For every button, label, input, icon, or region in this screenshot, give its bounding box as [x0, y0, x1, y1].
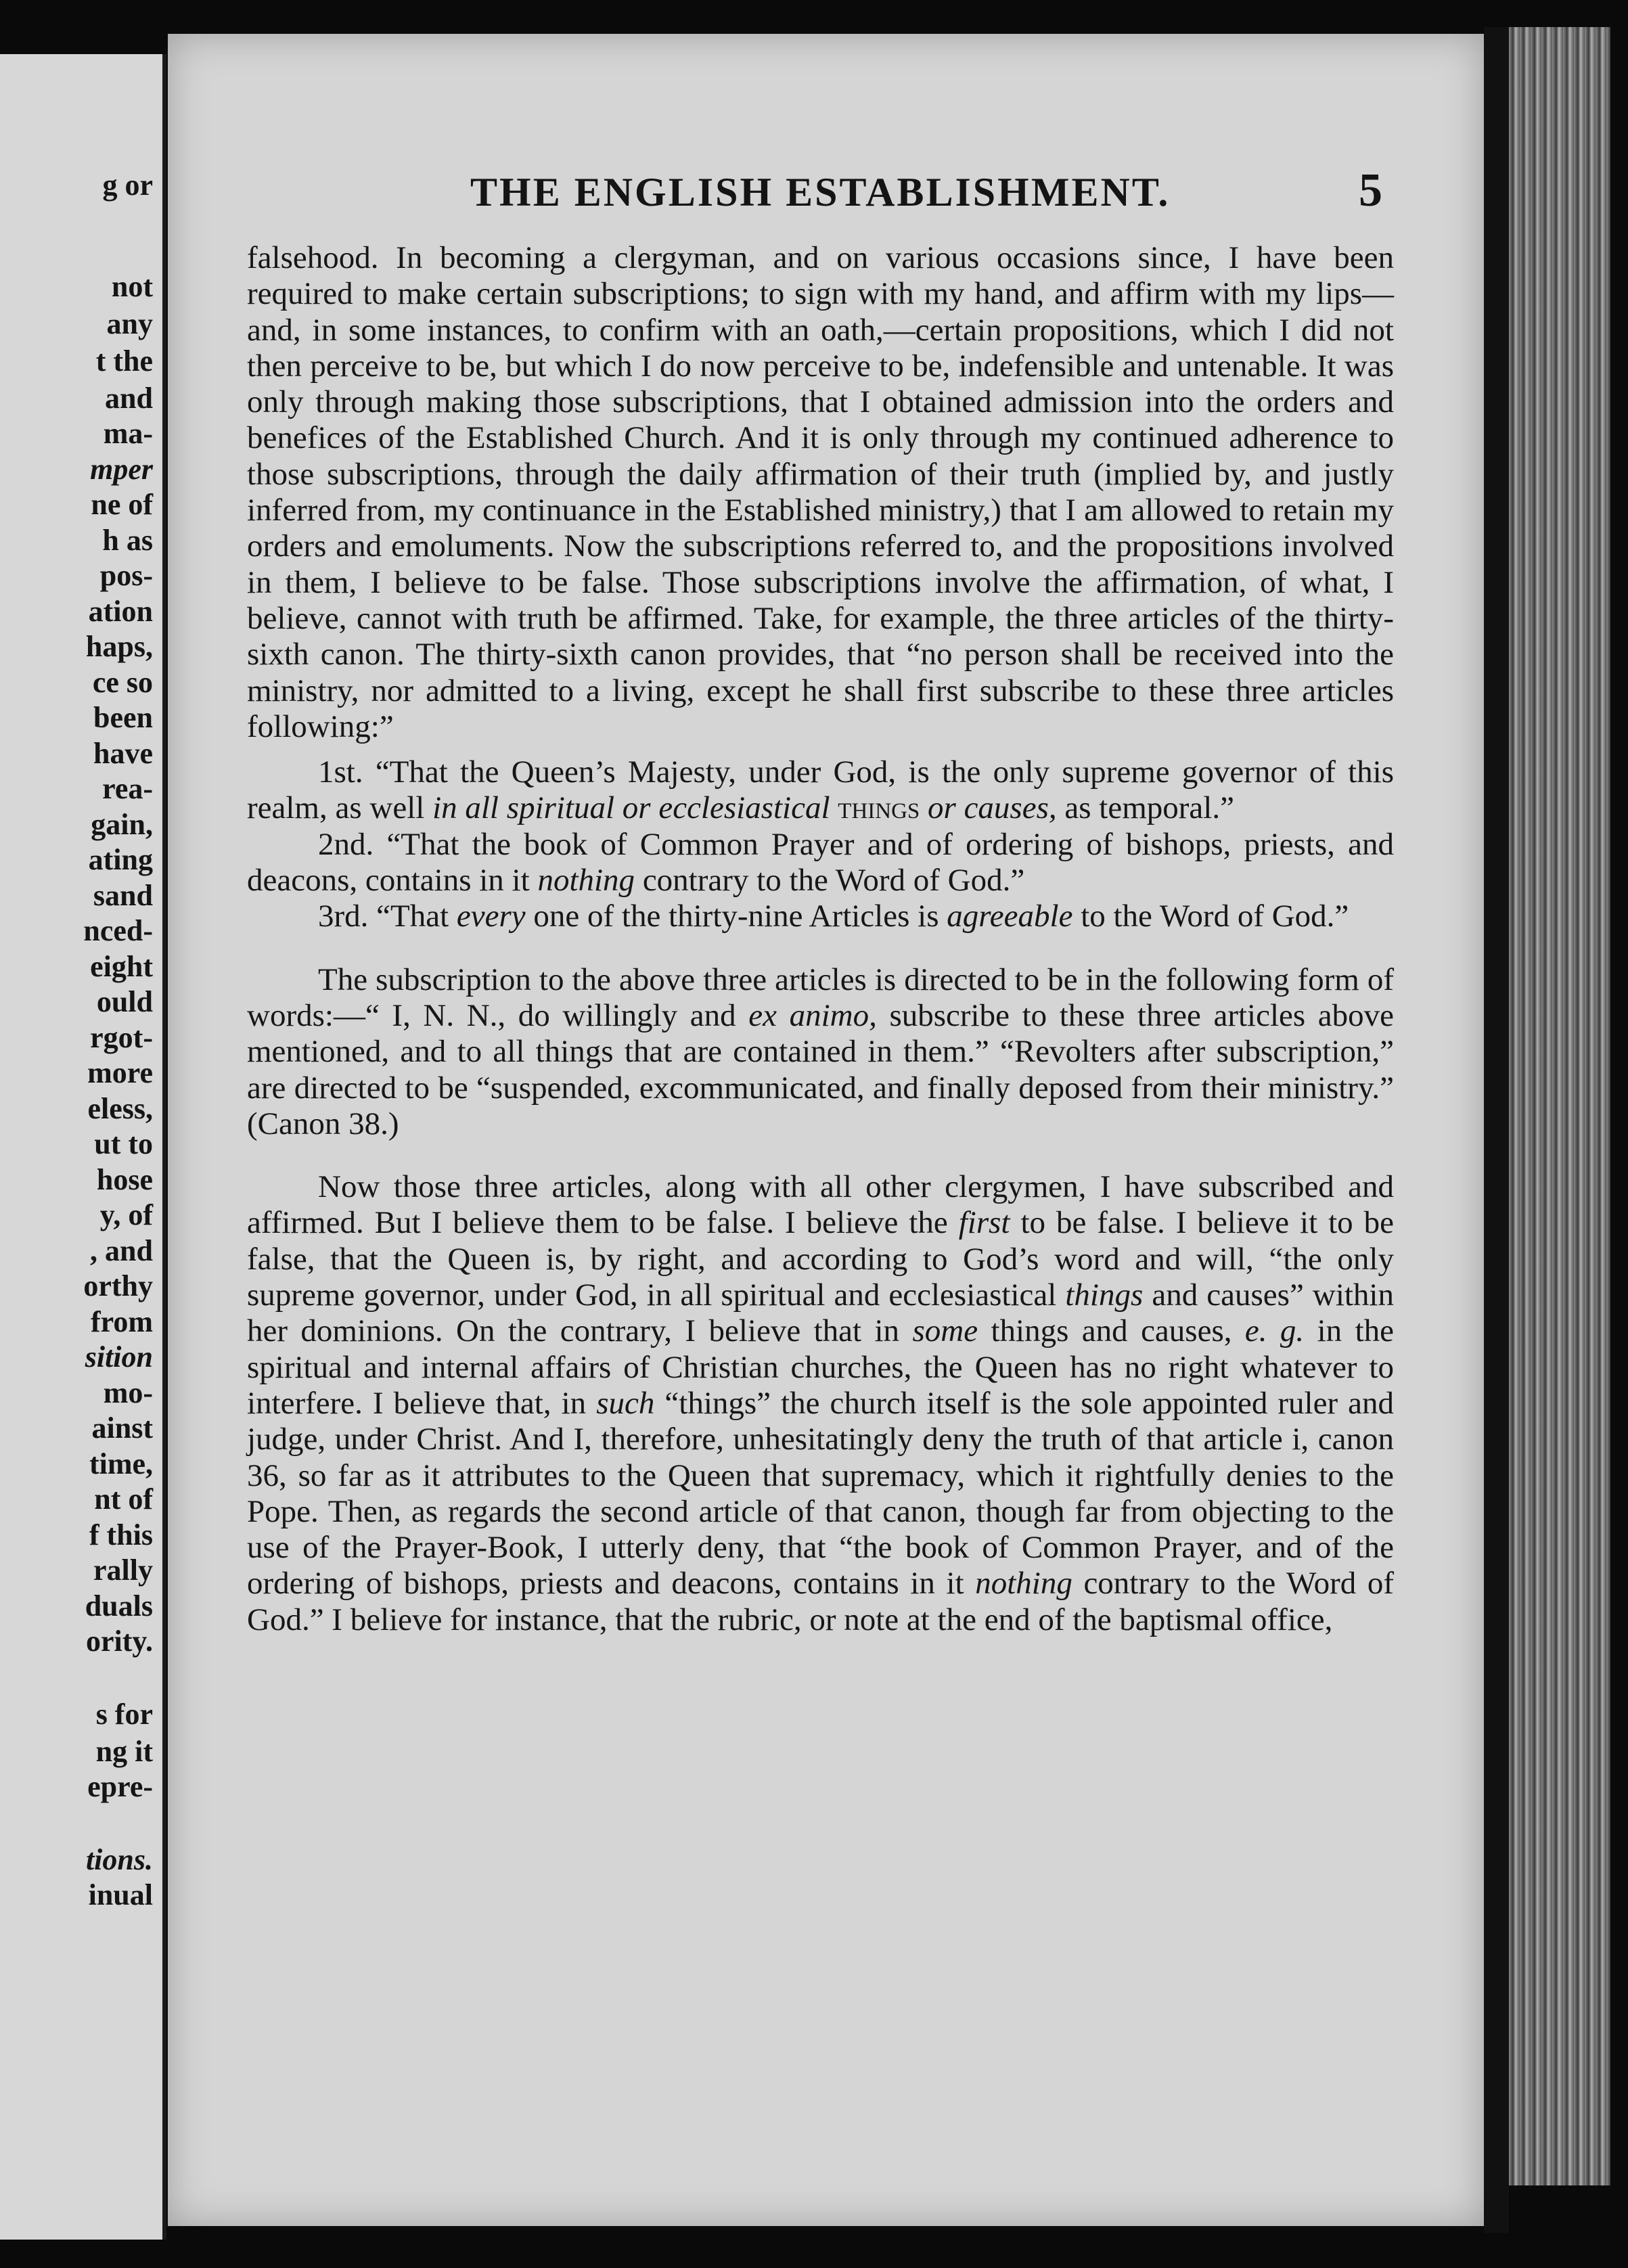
- paragraph-2: The subscription to the above three articles is directed to be in the following form of words:—“ I, N. N., do willingly and ex animo, subscribe to these three articles above mentioned, and to all things that are contained in them.” “Revolters after subscription,” are directed to be “suspended, excommunicated, and finally deposed from their ministry.” (Canon 38.): [247, 961, 1394, 1141]
- facing-page-line: ation: [88, 595, 153, 628]
- facing-page-line: eless,: [87, 1092, 153, 1125]
- facing-page-line: rgot-: [90, 1021, 153, 1054]
- facing-page-line: ating: [88, 843, 153, 876]
- facing-page-fragment: [0, 54, 166, 2240]
- facing-page-line: ould: [96, 985, 153, 1018]
- facing-page-line: inual: [88, 1878, 153, 1911]
- book-page-edges: [1509, 27, 1610, 2185]
- facing-page-line: s for: [95, 1698, 153, 1731]
- facing-page-line: gain,: [91, 808, 153, 841]
- facing-page-line: hose: [96, 1163, 153, 1196]
- facing-page-line: eight: [90, 950, 153, 983]
- body-text: [247, 240, 1394, 1638]
- facing-page-line: and: [105, 382, 153, 415]
- page-gutter-shadow: [1484, 27, 1509, 2233]
- facing-page-line: mper: [90, 453, 153, 486]
- facing-page-line: have: [93, 737, 153, 770]
- facing-page-line: any: [106, 307, 153, 340]
- article-3: 3rd. “That every one of the thirty-nine Articles is agreeable to the Word of God.”: [318, 899, 1349, 934]
- facing-page-line: pos-: [99, 559, 153, 592]
- facing-page-line: tions.: [85, 1843, 153, 1876]
- facing-page-line: y, of: [99, 1198, 153, 1231]
- facing-page-line: haps,: [85, 630, 153, 663]
- facing-page-line: f this: [89, 1518, 153, 1551]
- page-number: 5: [1359, 164, 1382, 217]
- facing-page-line: ne of: [91, 488, 153, 521]
- facing-page-line: g or: [102, 168, 153, 202]
- facing-page-line: epre-: [87, 1770, 153, 1803]
- facing-page-line: from: [90, 1305, 153, 1338]
- running-title: THE ENGLISH ESTABLISHMENT.: [470, 170, 1171, 214]
- paragraph-1: falsehood. In becoming a clergyman, and on various occasions since, I have been required to make certain subscriptions; to sign with my hand, and affirm with my lips—and, in some instances, to confirm with an oath,—certain propositions, which I did not then perceive to be, but which I do now perceive to be, indefensible and untenable. It was only through making those subscriptions, that I obtained admission into the orders and benefices of the Established Church. And it is only through my continued adherence to those subscriptions, through the daily affirmation of their truth (implied by, and justly inferred from, my continuance in the Established ministry,) that I am allowed to retain my orders and emoluments. Now the subscriptions referred to, and the propositions involved in them, I believe to be false. Those subscriptions involve the affirmation, of what, I believe, cannot with truth be affirmed. Take, for example, the three articles of the thirty-sixth canon. The thirty-sixth canon provides, that “no person shall be received into the ministry, nor admitted to a living, except he shall first subscribe to these three articles following:”: [247, 240, 1394, 744]
- facing-page-line: mo-: [103, 1376, 153, 1409]
- facing-page-line: ut to: [94, 1127, 153, 1160]
- facing-page-line: ma-: [103, 417, 153, 450]
- facing-page-line: ainst: [91, 1411, 153, 1445]
- facing-page-line: rally: [93, 1553, 153, 1587]
- facing-page-line: sand: [93, 879, 153, 912]
- paragraph-3: Now those three articles, along with all other clergymen, I have subscribed and affirmed. But I believe them to be false. I believe the first to be false. I believe it to be false, that the Queen is, by right, and according to God’s word and will, “the only supreme governor, under God, in all spiritual and ecclesiastical things and causes” within her dominions. On the contrary, I believe that in some things and causes, e. g. in the spiritual and internal affairs of Christian churches, the Queen has no right whatever to interfere. I believe that, in such “things” the church itself is the sole appointed ruler and judge, under Christ. And I, therefore, unhesitatingly deny the truth of that article i, canon 36, so far as it attributes to the Queen that supremacy, which it rightfully denies to the Pope. Then, as regards the second article of that canon, though far from objecting to the use of the Prayer-Book, I utterly deny, that “the book of Common Prayer, and of the ordering of bishops, priests and deacons, contains in it nothing contrary to the Word of God.” I believe for instance, that the rubric, or note at the end of the baptismal office,: [247, 1169, 1395, 1637]
- facing-page-line: rea-: [102, 772, 153, 805]
- article-2: 2nd. “That the book of Common Prayer and of ordering of bishops, priests, and deacons, contains in it nothing contrary to the Word of God.”: [247, 826, 1394, 899]
- facing-page-line: nt of: [94, 1482, 153, 1516]
- facing-page-line: not: [111, 270, 153, 303]
- facing-page-line: ng it: [95, 1735, 153, 1768]
- article-1: 1st. “That the Queen’s Majesty, under God, is the only supreme governor of this realm, as well in all spiritual or ecclesiastical things or causes, as temporal.”: [247, 754, 1394, 826]
- facing-page-line: h as: [102, 524, 153, 557]
- facing-page-line: time,: [89, 1447, 153, 1480]
- facing-page-line: nced-: [83, 914, 153, 947]
- facing-page-line: t the: [95, 344, 153, 378]
- facing-page-line: ority.: [86, 1625, 153, 1658]
- facing-page-line: sition: [85, 1340, 153, 1374]
- facing-page-line: ce so: [92, 666, 153, 699]
- facing-page-line: been: [93, 701, 153, 734]
- facing-page-line: orthy: [83, 1269, 153, 1302]
- facing-page-line: duals: [85, 1589, 153, 1623]
- facing-page-line: , and: [90, 1234, 153, 1267]
- facing-page-line: more: [87, 1056, 153, 1089]
